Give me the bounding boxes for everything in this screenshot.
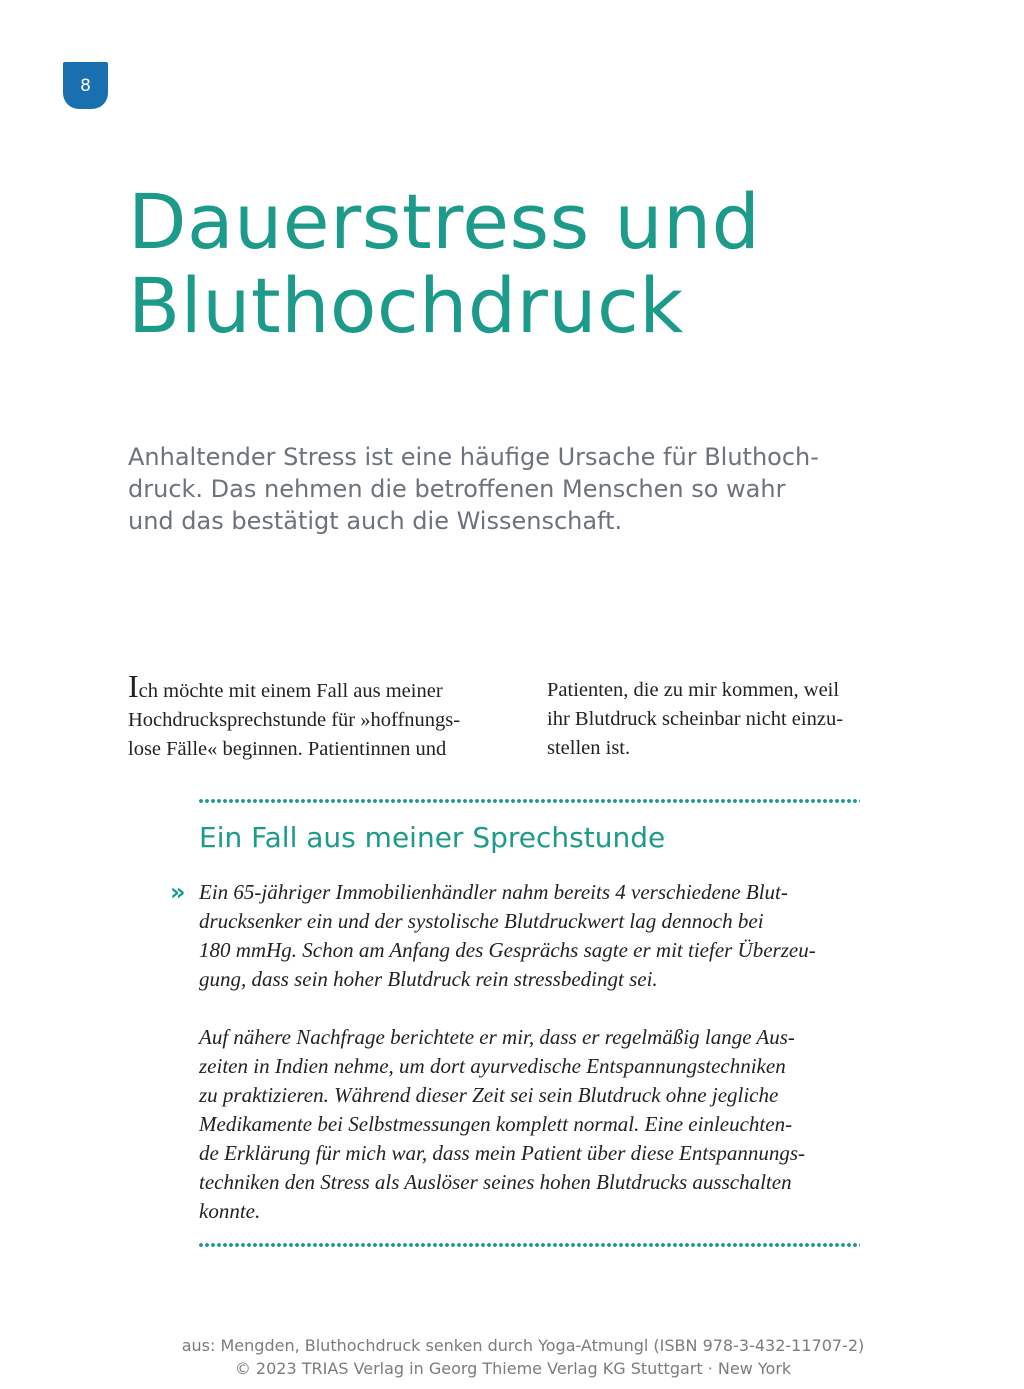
- chapter-title-line: Dauerstress und: [128, 177, 761, 266]
- page-number-tab: [63, 62, 108, 109]
- footer-copyright-line: © 2023 TRIAS Verlag in Georg Thieme Verlag KG Stuttgart · New York: [234, 1359, 792, 1378]
- body-column-left: [128, 668, 508, 764]
- body-column-right: [547, 676, 887, 763]
- lead-line: und das bestätigt auch die Wissenschaft.: [128, 507, 623, 535]
- body-line: Hochdrucksprechstunde für »hoffnungs-: [128, 709, 461, 731]
- dotted-divider-bottom: [198, 1243, 860, 1247]
- chapter-title-line: Bluthochdruck: [128, 261, 684, 350]
- case-line: drucksenker ein und der systolische Blutdruckwert lag dennoch bei: [199, 909, 764, 933]
- lead-line: Anhaltender Stress ist eine häufige Ursache für Bluthoch-: [128, 443, 819, 471]
- footer-source-line: aus: Mengden, Bluthochdruck senken durch Yoga-Atmungl (ISBN 978-3-432-11707-2): [181, 1336, 865, 1355]
- lead-paragraph: [128, 441, 848, 537]
- case-line: techniken den Stress als Auslöser seines hohen Blutdrucks ausschalten: [199, 1170, 792, 1194]
- case-line: zu praktizieren. Während dieser Zeit sei sein Blutdruck ohne jegliche: [199, 1083, 779, 1107]
- body-line: Patienten, die zu mir kommen, weil: [547, 679, 840, 701]
- case-line: 180 mmHg. Schon am Anfang des Gesprächs sagte er mit tiefer Überzeu-: [199, 938, 816, 962]
- body-line: stellen ist.: [547, 737, 631, 759]
- case-line: Ein 65-jähriger Immobilienhändler nahm bereits 4 verschiedene Blut-: [199, 880, 788, 904]
- source-footer: [0, 1334, 1024, 1380]
- dotted-divider-top: [198, 799, 860, 803]
- case-line: de Erklärung für mich war, dass mein Patient über diese Entspannungs-: [199, 1141, 806, 1165]
- case-line: konnte.: [199, 1199, 261, 1223]
- lead-line: druck. Das nehmen die betroffenen Menschen so wahr: [128, 475, 786, 503]
- body-line: [128, 668, 508, 706]
- case-line: Auf nähere Nachfrage berichtete er mir, dass er regelmäßig lange Aus-: [199, 1025, 795, 1049]
- body-line: ihr Blutdruck scheinbar nicht einzu-: [547, 708, 844, 730]
- page-number: 8: [80, 75, 91, 96]
- chapter-title: [128, 177, 761, 350]
- drop-cap: I: [128, 668, 139, 704]
- body-line-text: ch möchte mit einem Fall aus meiner: [138, 680, 443, 702]
- case-paragraph-2: [199, 1023, 805, 1226]
- case-box-heading: Ein Fall aus meiner Sprechstunde: [199, 821, 666, 854]
- body-line: lose Fälle« beginnen. Patientinnen und: [128, 738, 447, 760]
- case-line: zeiten in Indien nehme, um dort ayurvedische Entspannungstechniken: [199, 1054, 786, 1078]
- quote-mark-icon: »: [170, 878, 186, 906]
- case-paragraph-1: [199, 878, 816, 994]
- case-line: gung, dass sein hoher Blutdruck rein stressbedingt sei.: [199, 967, 658, 991]
- case-line: Medikamente bei Selbstmessungen komplett normal. Eine einleuchten-: [199, 1112, 793, 1136]
